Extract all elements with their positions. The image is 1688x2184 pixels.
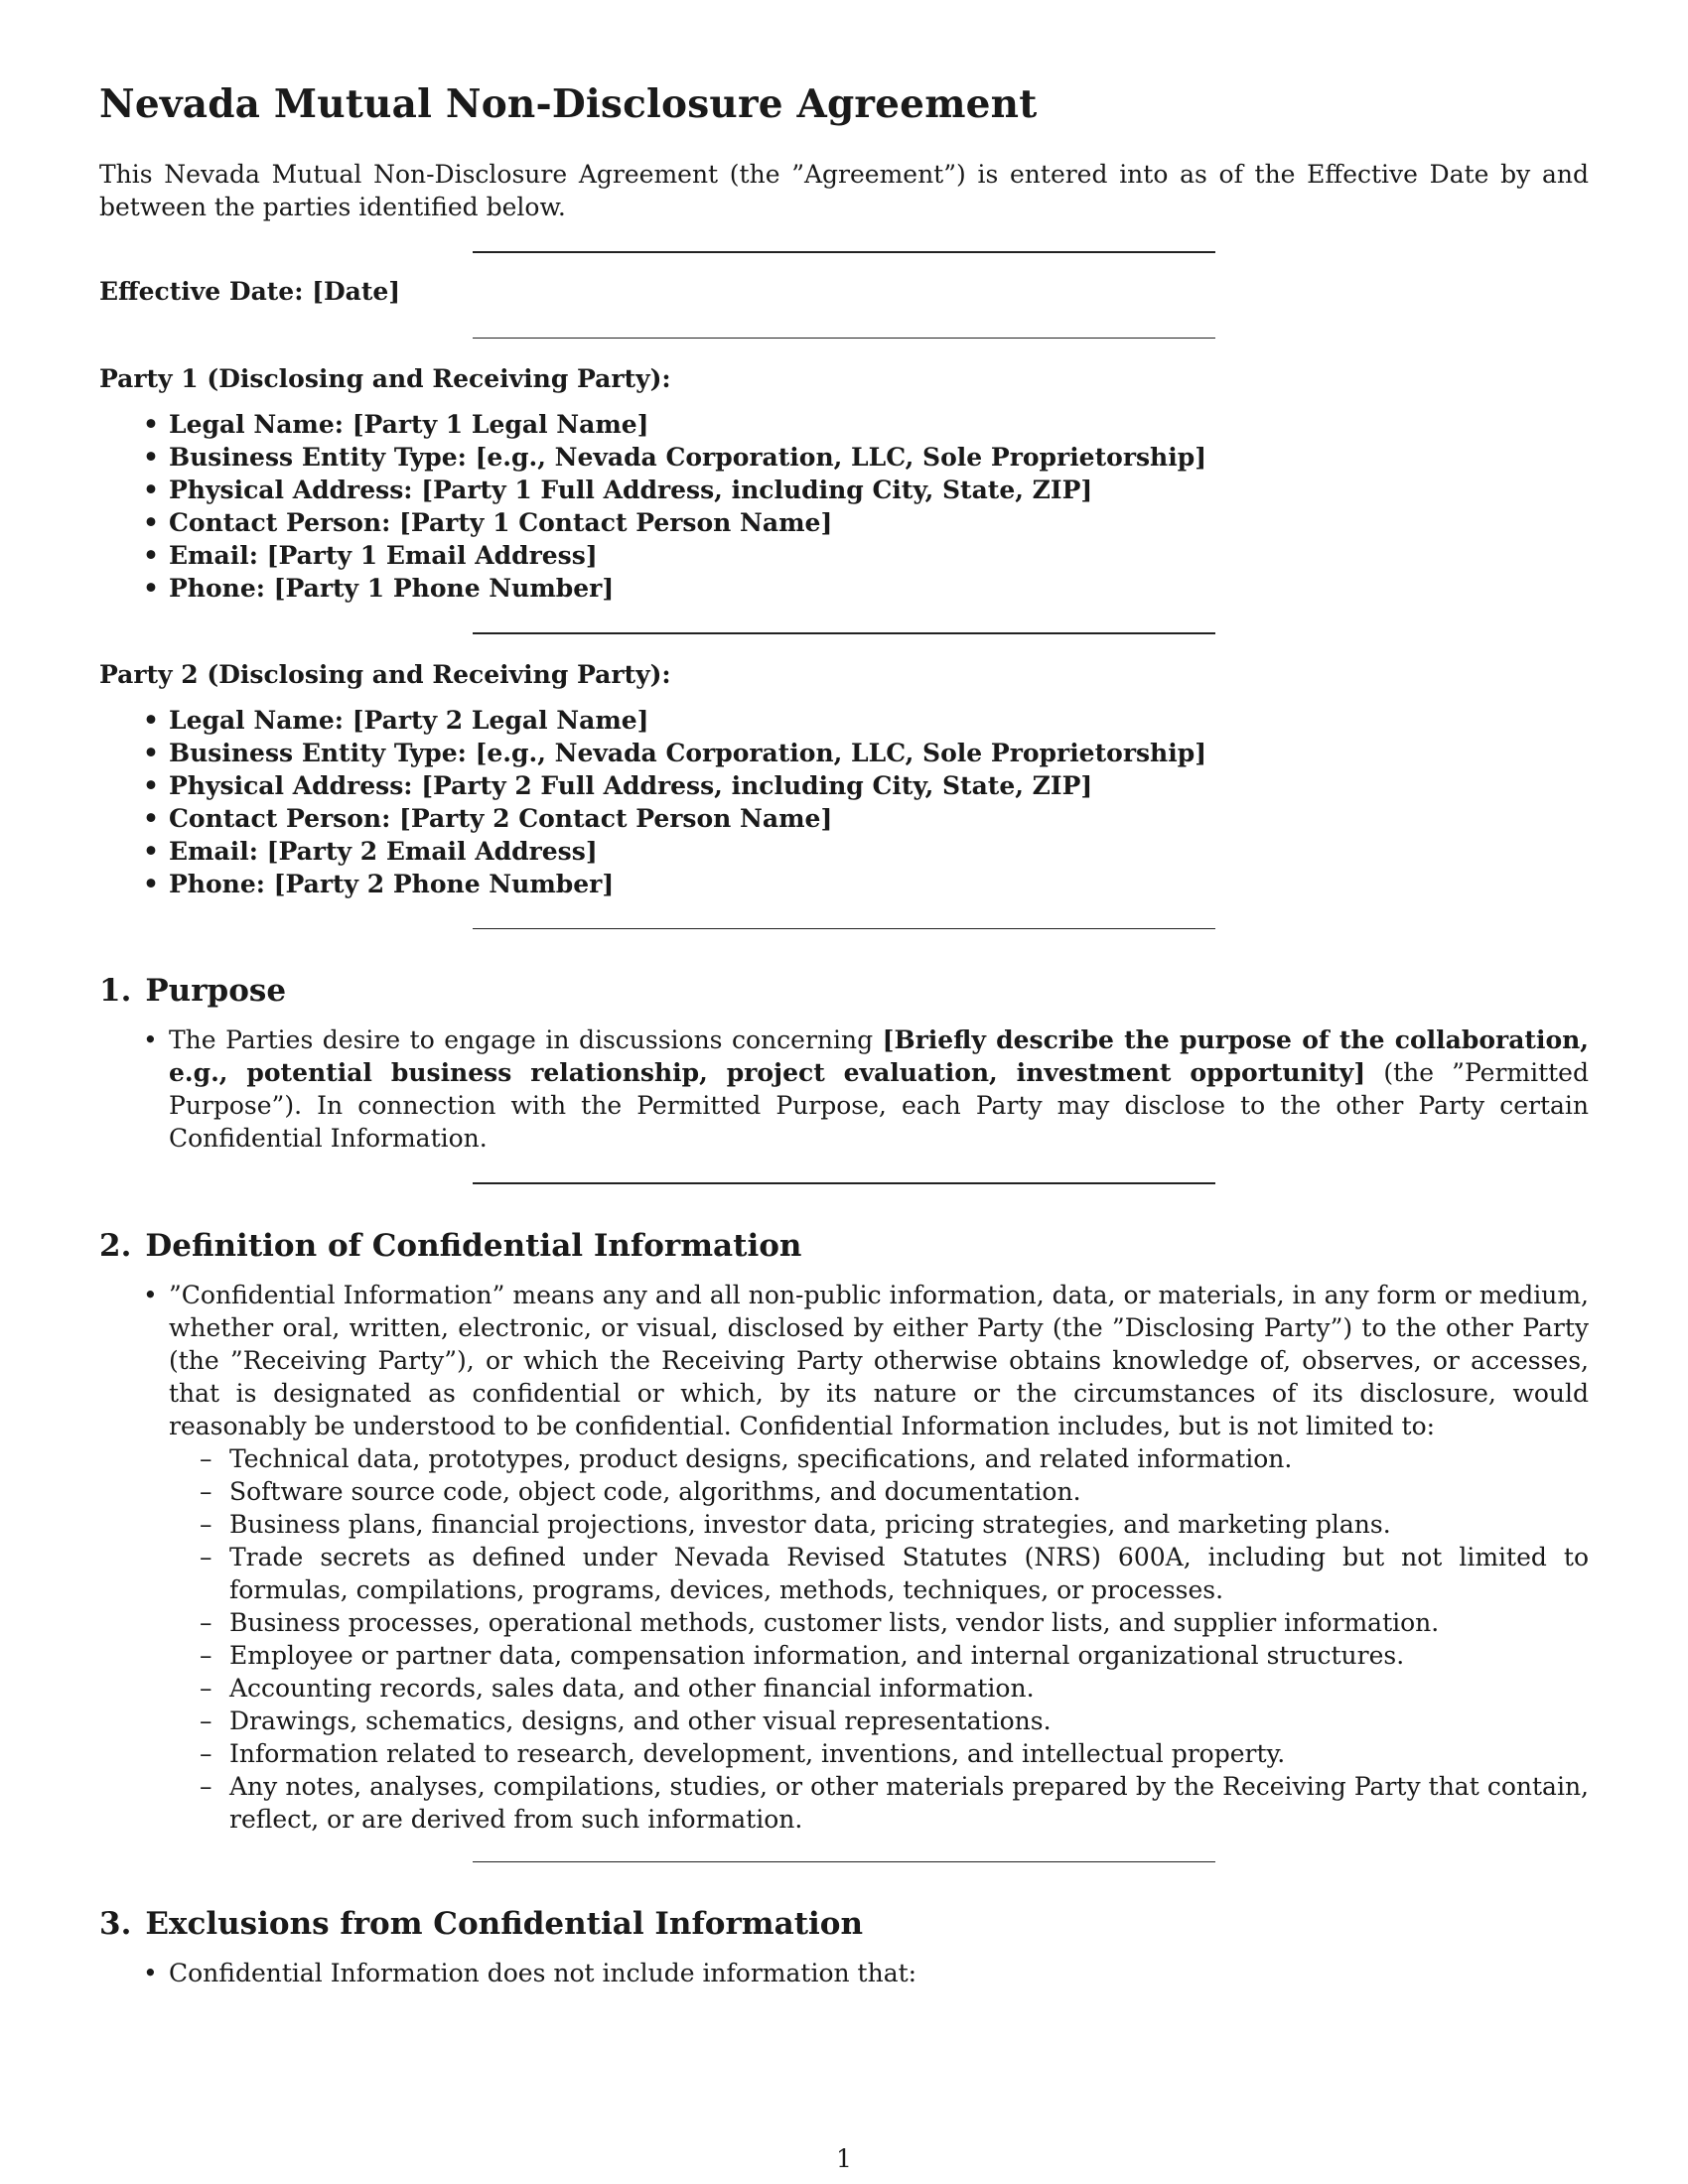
sublist-item: – Accounting records, sales data, and other financial information. [229, 1672, 1589, 1705]
party1-list [99, 408, 1589, 605]
party1-heading: Party 1 (Disclosing and Receiving Party): [99, 363, 671, 393]
effective-date: Effective Date: [Date] [99, 276, 401, 306]
list-item: • Legal Name: [Party 1 Legal Name] [169, 408, 1589, 441]
sublist-item: – Any notes, analyses, compilations, studies, or other materials prepared by the Receiving Party that contain, reflect, or are derived from such information. [229, 1770, 1589, 1836]
document-title: Nevada Mutual Non-Disclosure Agreement [99, 81, 1038, 127]
purpose-text: (the ”Permitted Purpose”). In connection with the Permitted Purpose, each Party may disclose to the other Party certain Confidential Information. [169, 1057, 1589, 1153]
list-item: • Email: [Party 2 Email Address] [169, 835, 1589, 868]
page-number: 1 [836, 2144, 852, 2173]
section-heading-definition [99, 1228, 1589, 1265]
divider [473, 1861, 1215, 1862]
list-item: • Phone: [Party 1 Phone Number] [169, 572, 1589, 605]
purpose-paragraph [169, 1024, 1589, 1155]
list-item: • Phone: [Party 2 Phone Number] [169, 868, 1589, 900]
purpose-text: The Parties desire to engage in discussions concerning [169, 1024, 883, 1054]
sublist-item: – Software source code, object code, algorithms, and documentation. [229, 1475, 1589, 1508]
section-heading-exclusions [99, 1906, 1589, 1943]
list-item: • Contact Person: [Party 1 Contact Person Name] [169, 506, 1589, 539]
list-item: • Business Entity Type: [e.g., Nevada Corporation, LLC, Sole Proprietorship] [169, 737, 1589, 769]
list-item: • Physical Address: [Party 2 Full Address, including City, State, ZIP] [169, 769, 1589, 802]
divider [473, 251, 1215, 253]
sublist-item: – Drawings, schematics, designs, and other visual representations. [229, 1705, 1589, 1737]
exclusions-intro: • Confidential Information does not include information that: [169, 1957, 1589, 1989]
divider [473, 338, 1215, 339]
intro-paragraph: This Nevada Mutual Non-Disclosure Agreement (the ”Agreement”) is entered into as of the Effective Date by and between the parties identified below. [99, 159, 1589, 221]
section-heading-purpose [99, 973, 1589, 1010]
section-title: Exclusions from Confidential Information [145, 1906, 864, 1943]
sublist-item: – Technical data, prototypes, product designs, specifications, and related information. [229, 1442, 1589, 1475]
list-item: • Contact Person: [Party 2 Contact Person Name] [169, 802, 1589, 835]
sublist-item: – Trade secrets as defined under Nevada Revised Statutes (NRS) 600A, including but not limited to formulas, compilations, programs, devices, methods, techniques, or processes. [229, 1541, 1589, 1606]
definition-sublist [169, 1442, 1589, 1836]
sublist-item: – Information related to research, development, inventions, and intellectual property. [229, 1737, 1589, 1770]
definition-paragraph [169, 1279, 1589, 1836]
list-item: • Legal Name: [Party 2 Legal Name] [169, 704, 1589, 737]
sublist-item: – Employee or partner data, compensation information, and internal organizational structures. [229, 1639, 1589, 1672]
definition-text: ”Confidential Information” means any and all non-public information, data, or materials, in any form or medium, whether oral, written, electronic, or visual, disclosed by either Party (the ”Disclosing Party”) to the other Party (the ”Receiving Party”), or which the Receiving Party otherwise obtains knowledge of, observes, or accesses, that is designated as confidential or which, by its nature or the circumstances of its disclosure, would reasonably be understood to be confidential. Confidential Information includes, but is not limited to: [169, 1281, 1589, 1441]
divider [473, 1182, 1215, 1184]
divider [473, 632, 1215, 634]
party2-heading: Party 2 (Disclosing and Receiving Party): [99, 659, 671, 689]
purpose-placeholder: [Briefly describe the purpose of the collaboration, e.g., potential business relationship, project evaluation, investment opportunity] [169, 1024, 1589, 1087]
section-number: 1. [99, 972, 132, 1009]
list-item: • Physical Address: [Party 1 Full Address, including City, State, ZIP] [169, 474, 1589, 506]
exclusions-list [99, 1957, 1589, 1989]
divider [473, 928, 1215, 929]
sublist-item: – Business plans, financial projections, investor data, pricing strategies, and marketing plans. [229, 1508, 1589, 1541]
sublist-item: – Business processes, operational methods, customer lists, vendor lists, and supplier information. [229, 1606, 1589, 1639]
list-item: • Business Entity Type: [e.g., Nevada Corporation, LLC, Sole Proprietorship] [169, 441, 1589, 474]
section-title: Purpose [145, 972, 287, 1009]
definition-list [99, 1279, 1589, 1836]
purpose-list [99, 1024, 1589, 1155]
list-item: • Email: [Party 1 Email Address] [169, 539, 1589, 572]
section-number: 3. [99, 1906, 132, 1943]
document-page [99, 81, 1589, 1989]
party2-list [99, 704, 1589, 900]
section-title: Definition of Confidential Information [145, 1227, 802, 1264]
section-number: 2. [99, 1227, 132, 1264]
